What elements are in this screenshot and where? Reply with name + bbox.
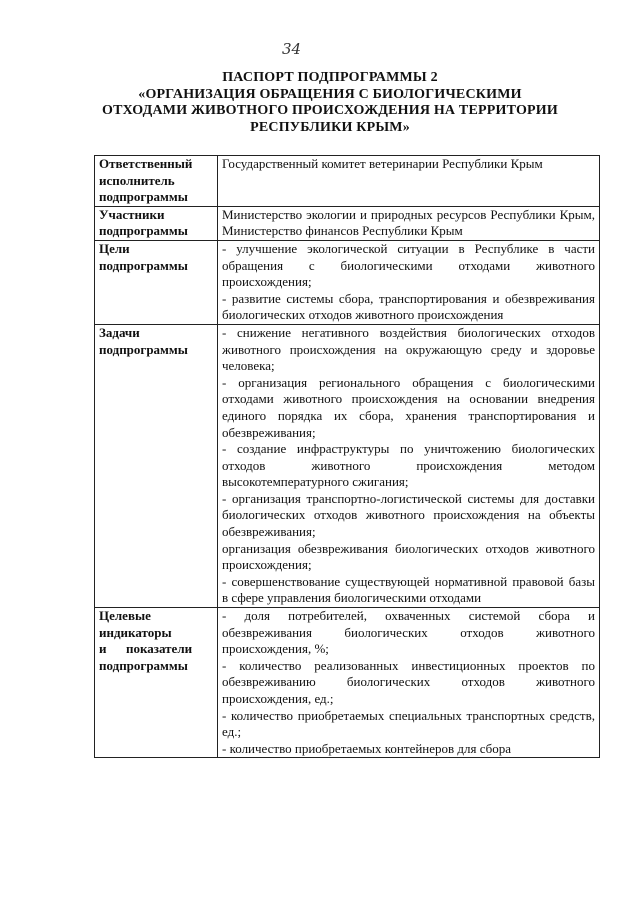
row-content (218, 608, 600, 758)
passport-table (94, 155, 600, 758)
table-row-participants (95, 206, 600, 240)
list-item: - улучшение экологической ситуации в Республике в части обращения с биологическими отходами животного происхождения; (222, 240, 595, 290)
title-line: «ОРГАНИЗАЦИЯ ОБРАЩЕНИЯ С БИОЛОГИЧЕСКИМИ (138, 86, 522, 102)
list-item: - снижение негативного воздействия биологических отходов животного происхождения на окружающую среду и здоровье человека; (222, 324, 595, 374)
row-label: Участники подпрограммы (95, 206, 218, 240)
list-item: - создание инфраструктуры по уничтожению биологических отходов животного происхождения методом высокотемпературного сжигания; (222, 441, 595, 490)
list-item: - организация транспортно-логистической системы для доставки биологических отходов животного происхождения на объекты обезвреживания; (222, 490, 595, 540)
title-line: ПАСПОРТ ПОДПРОГРАММЫ 2 (222, 70, 438, 85)
list-item: Государственный комитет ветеринарии Республики Крым (222, 156, 543, 171)
row-content (218, 156, 600, 207)
table-row-responsible (95, 156, 600, 207)
table-row-goals (95, 240, 600, 324)
list-item: - количество приобретаемых специальных транспортных средств, ед.; (222, 707, 595, 740)
title-line: ОТХОДАМИ ЖИВОТНОГО ПРОИСХОЖДЕНИЯ НА ТЕРРИТОРИИ (102, 103, 558, 118)
list-item: - развитие системы сбора, транспортирования и обезвреживания биологических отходов животного происхождения (222, 290, 595, 323)
row-content (218, 240, 600, 324)
list-item: - организация регионального обращения с биологическими отходами животного происхождения на основании внедрения единого порядка их сбора, хранения транспортирования и обезвреживания; (222, 374, 595, 440)
list-item: - количество реализованных инвестиционных проектов по обезвреживанию биологических отходов животного происхождения, ед.; (222, 657, 595, 706)
row-content (218, 324, 600, 607)
list-item: - доля потребителей, охваченных системой сбора и обезвреживания биологических отходов животного происхождения, %; (222, 608, 595, 657)
list-item: - количество приобретаемых контейнеров для сбора (222, 740, 512, 756)
list-item: Министерство экологии и природных ресурсов Республики Крым, Министерство финансов Республики Крым (222, 206, 595, 239)
row-content (218, 206, 600, 240)
row-label: Целевые индикаторы и показатели подпрограммы (95, 608, 218, 758)
list-item: - совершенствование существующей нормативной правовой базы в сфере управления биологическими отходами (222, 573, 595, 606)
document-title (95, 70, 565, 136)
row-label: Цели подпрограммы (95, 240, 218, 324)
row-label: Задачи подпрограммы (95, 324, 218, 607)
title-line: РЕСПУБЛИКИ КРЫМ» (250, 119, 410, 135)
list-item: организация обезвреживания биологических отходов животного происхождения; (222, 540, 595, 573)
row-label: Ответственный исполнитель подпрограммы (95, 156, 218, 207)
table-row-tasks (95, 324, 600, 607)
page-number: 34 (282, 40, 302, 58)
table-row-indicators (95, 608, 600, 758)
